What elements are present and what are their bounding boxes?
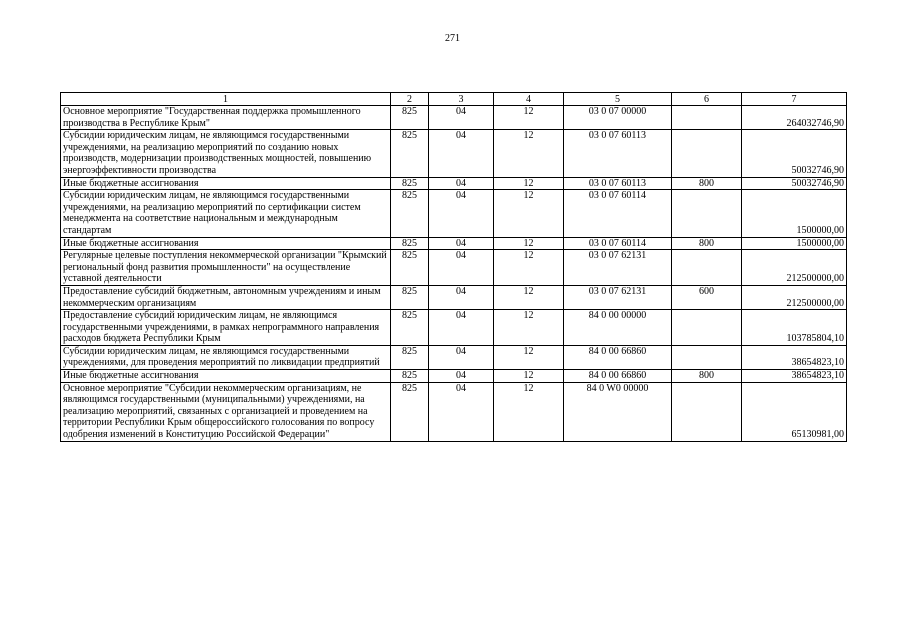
expense-name: Регулярные целевые поступления некоммерческой организации "Крымский региональный фонд развития промышленности" на осуществление уставной деятельности <box>61 250 391 286</box>
subsection-code: 12 <box>494 250 564 286</box>
ministry-code: 825 <box>391 285 429 309</box>
amount: 38654823,10 <box>742 345 847 369</box>
amount: 1500000,00 <box>742 237 847 250</box>
subsection-code: 12 <box>494 190 564 237</box>
subsection-code: 12 <box>494 237 564 250</box>
amount: 103785804,10 <box>742 310 847 346</box>
subsection-code: 12 <box>494 130 564 177</box>
target-article-code: 03 0 07 62131 <box>564 250 672 286</box>
target-article-code: 84 0 00 00000 <box>564 310 672 346</box>
table-row <box>61 345 847 369</box>
expense-type-code <box>672 130 742 177</box>
table-row <box>61 370 847 383</box>
amount: 1500000,00 <box>742 190 847 237</box>
ministry-code: 825 <box>391 177 429 190</box>
table-row <box>61 130 847 177</box>
table-row <box>61 190 847 237</box>
amount: 212500000,00 <box>742 250 847 286</box>
subsection-code: 12 <box>494 370 564 383</box>
section-code: 04 <box>429 285 494 309</box>
table-row <box>61 237 847 250</box>
section-code: 04 <box>429 310 494 346</box>
expense-name: Предоставление субсидий бюджетным, автономным учреждениям и иным некоммерческим организациям <box>61 285 391 309</box>
target-article-code: 84 0 00 66860 <box>564 345 672 369</box>
section-code: 04 <box>429 190 494 237</box>
target-article-code: 03 0 07 60113 <box>564 177 672 190</box>
target-article-code: 03 0 07 60114 <box>564 190 672 237</box>
table-row <box>61 177 847 190</box>
expense-name: Иные бюджетные ассигнования <box>61 177 391 190</box>
amount: 38654823,10 <box>742 370 847 383</box>
amount: 65130981,00 <box>742 382 847 441</box>
ministry-code: 825 <box>391 310 429 346</box>
table-row <box>61 106 847 130</box>
target-article-code: 03 0 07 00000 <box>564 106 672 130</box>
expense-name: Иные бюджетные ассигнования <box>61 370 391 383</box>
table-row <box>61 382 847 441</box>
ministry-code: 825 <box>391 370 429 383</box>
subsection-code: 12 <box>494 382 564 441</box>
column-header-4: 4 <box>494 93 564 106</box>
section-code: 04 <box>429 130 494 177</box>
expense-name: Иные бюджетные ассигнования <box>61 237 391 250</box>
amount: 50032746,90 <box>742 130 847 177</box>
target-article-code: 84 0 W0 00000 <box>564 382 672 441</box>
expense-type-code <box>672 382 742 441</box>
section-code: 04 <box>429 237 494 250</box>
subsection-code: 12 <box>494 310 564 346</box>
subsection-code: 12 <box>494 345 564 369</box>
page-number: 271 <box>445 33 460 44</box>
section-code: 04 <box>429 177 494 190</box>
column-header-6: 6 <box>672 93 742 106</box>
target-article-code: 03 0 07 62131 <box>564 285 672 309</box>
expense-type-code: 800 <box>672 177 742 190</box>
section-code: 04 <box>429 370 494 383</box>
subsection-code: 12 <box>494 106 564 130</box>
subsection-code: 12 <box>494 177 564 190</box>
expense-type-code: 800 <box>672 370 742 383</box>
ministry-code: 825 <box>391 130 429 177</box>
expense-type-code <box>672 106 742 130</box>
target-article-code: 84 0 00 66860 <box>564 370 672 383</box>
expense-type-code <box>672 190 742 237</box>
column-header-3: 3 <box>429 93 494 106</box>
expense-type-code <box>672 345 742 369</box>
ministry-code: 825 <box>391 382 429 441</box>
amount: 212500000,00 <box>742 285 847 309</box>
ministry-code: 825 <box>391 250 429 286</box>
expense-name: Субсидии юридическим лицам, не являющимся государственными учреждениями, на реализацию мероприятий по созданию новых производств, модернизации производственных мощностей, повышению энергоэффективности производства <box>61 130 391 177</box>
section-code: 04 <box>429 345 494 369</box>
table-row <box>61 285 847 309</box>
amount: 264032746,90 <box>742 106 847 130</box>
ministry-code: 825 <box>391 237 429 250</box>
column-header-2: 2 <box>391 93 429 106</box>
column-header-5: 5 <box>564 93 672 106</box>
table-row <box>61 310 847 346</box>
section-code: 04 <box>429 106 494 130</box>
subsection-code: 12 <box>494 285 564 309</box>
expense-name: Предоставление субсидий юридическим лицам, не являющимся государственными учреждениями, в рамках непрограммного направления расходов бюджета Республики Крым <box>61 310 391 346</box>
expense-name: Субсидии юридическим лицам, не являющимся государственными учреждениями, для проведения мероприятий по ликвидации предприятий <box>61 345 391 369</box>
section-code: 04 <box>429 250 494 286</box>
header-row <box>61 93 847 106</box>
amount: 50032746,90 <box>742 177 847 190</box>
target-article-code: 03 0 07 60113 <box>564 130 672 177</box>
expense-name: Основное мероприятие "Государственная поддержка промышленного производства в Республике Крым" <box>61 106 391 130</box>
column-header-1: 1 <box>61 93 391 106</box>
expense-type-code: 600 <box>672 285 742 309</box>
ministry-code: 825 <box>391 106 429 130</box>
expense-name: Субсидии юридическим лицам, не являющимся государственными учреждениями, на реализацию мероприятий по сертификации систем менеджмента на соответствие национальным и международным стандартам <box>61 190 391 237</box>
budget-table <box>60 92 847 442</box>
ministry-code: 825 <box>391 345 429 369</box>
expense-type-code <box>672 250 742 286</box>
expense-type-code <box>672 310 742 346</box>
expense-name: Основное мероприятие "Субсидии некоммерческим организациям, не являющимся государственными (муниципальными) учреждениями, на реализацию мероприятий, связанных с организацией и проведением на территории Республики Крым общероссийского голосования по вопросу одобрения изменений в Конституцию Российской Федерации" <box>61 382 391 441</box>
table-row <box>61 250 847 286</box>
expense-type-code: 800 <box>672 237 742 250</box>
column-header-7: 7 <box>742 93 847 106</box>
section-code: 04 <box>429 382 494 441</box>
target-article-code: 03 0 07 60114 <box>564 237 672 250</box>
ministry-code: 825 <box>391 190 429 237</box>
